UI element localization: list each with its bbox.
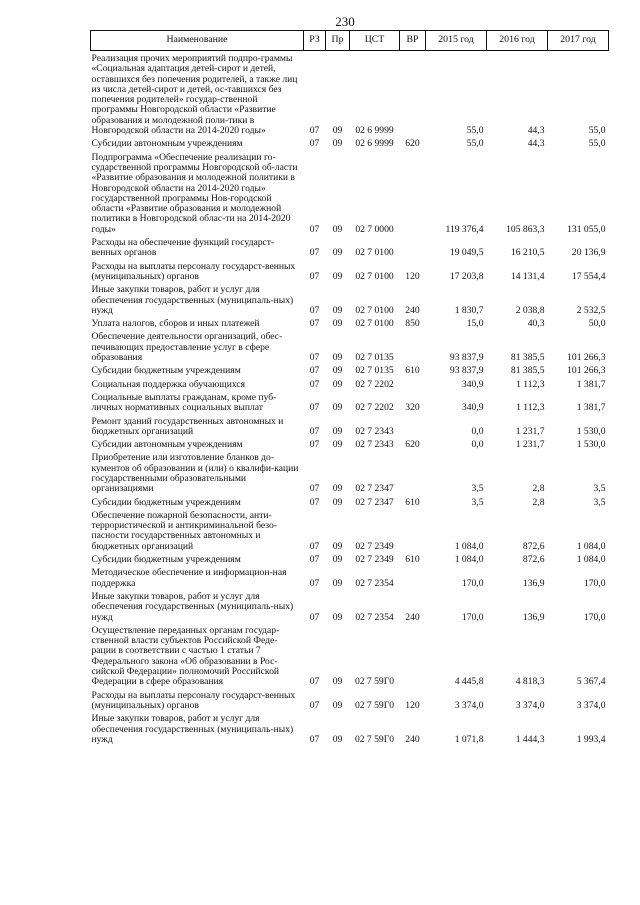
cell-2016: 2 038,8 [515, 304, 545, 316]
cell-2016: 136,9 [522, 577, 545, 589]
cell-2015: 93 837,9 [449, 365, 484, 377]
cell-2015: 55,0 [466, 125, 484, 137]
cell-2017: 50,0 [588, 318, 606, 330]
table-row [91, 552, 609, 565]
cell-2017: 170,0 [583, 577, 606, 589]
cell-2017: 1 381,7 [576, 378, 606, 390]
cell-2015: 4 445,8 [454, 676, 484, 688]
cell-vr: 850 [405, 318, 420, 330]
cell-pr: 09 [332, 577, 343, 589]
table-row [91, 363, 609, 376]
table-row [91, 136, 609, 149]
cell-pr: 09 [332, 676, 343, 688]
header-cst: ЦСТ [350, 31, 400, 51]
cell-cst: 02 7 2343 [355, 425, 394, 437]
cell-cst: 02 6 9999 [355, 125, 394, 137]
cell-2016: 2,8 [532, 483, 545, 495]
cell-rz: 07 [309, 138, 320, 150]
cell-2016: 3 374,0 [515, 699, 545, 711]
table-row [91, 390, 609, 414]
cell-pr: 09 [332, 270, 343, 282]
cell-rz: 07 [309, 365, 320, 377]
cell-vr [400, 329, 426, 363]
cell-rz: 07 [309, 483, 320, 495]
table-row [91, 259, 609, 283]
cell-2015: 340,9 [461, 402, 484, 414]
cell-pr: 09 [332, 554, 343, 566]
cell-vr [400, 51, 426, 137]
cell-cst: 02 7 2354 [355, 611, 394, 623]
cell-name: Методическое обеспечение и информацион-ная поддержка [91, 567, 287, 589]
cell-2015: 1 084,0 [454, 554, 484, 566]
cell-vr: 240 [405, 304, 420, 316]
cell-name: Подпрограмма «Обеспечение реализации го-сударственной программы Новгородской об-ласти «Развитие образования и молодежной политики в Новгородской области на 2014-2020 годы» государственной программы Нов-городской области «Развитие образования и молодежной политики в Новгородской облас-ти на 2014-2020 годы» [91, 151, 298, 235]
header-pr: Пр [326, 31, 350, 51]
cell-2015: 3,5 [471, 496, 484, 508]
cell-rz: 07 [309, 318, 320, 330]
cell-2017: 101 266,3 [567, 365, 606, 377]
cell-name: Ремонт зданий государственных автономных и бюджетных организаций [91, 415, 284, 437]
cell-vr: 120 [405, 699, 420, 711]
cell-rz: 07 [309, 223, 320, 235]
cell-2017: 2 532,5 [576, 304, 606, 316]
cell-name: Обеспечение деятельности организаций, обес-печивающих предоставление услуг в сфере образования [91, 331, 283, 364]
cell-2016: 1 112,3 [516, 378, 545, 390]
cell-name: Субсидии бюджетным учреждениям [91, 365, 241, 377]
header-2017: 2017 год [548, 31, 609, 51]
header-name: Наименование [91, 31, 304, 51]
cell-pr: 09 [332, 425, 343, 437]
cell-rz: 07 [309, 496, 320, 508]
table-body [91, 51, 609, 746]
cell-2015: 340,9 [461, 378, 484, 390]
cell-2015: 15,0 [466, 318, 484, 330]
cell-2017: 1 084,0 [576, 554, 606, 566]
cell-cst: 02 7 2202 [355, 402, 394, 414]
cell-pr: 09 [332, 138, 343, 150]
cell-2015: 170,0 [461, 577, 484, 589]
cell-2016: 1 112,3 [516, 402, 545, 414]
cell-2016: 1 231,7 [515, 439, 545, 451]
cell-2016: 81 385,5 [510, 365, 545, 377]
cell-cst: 02 7 0135 [355, 365, 394, 377]
cell-rz: 07 [309, 378, 320, 390]
table-row [91, 565, 609, 589]
table-row [91, 235, 609, 259]
cell-2015: 0,0 [471, 439, 484, 451]
cell-pr: 09 [332, 496, 343, 508]
cell-cst: 02 7 59Г0 [354, 733, 395, 745]
cell-vr [400, 623, 426, 688]
cell-rz: 07 [309, 439, 320, 451]
cell-2016: 2,8 [532, 496, 545, 508]
cell-pr: 09 [332, 733, 343, 745]
cell-name: Реализация прочих мероприятий подпро-граммы «Социальная адаптация детей-сирот и детей, оставшихся без попечения родителей, а также лиц из числа детей-сирот и детей, ос-тавшихся без попечения родителей» государ-ственной программы Новгородской области «Развитие образования и молодежной поли-тики в Новгородской области на 2014-2020 годы» [91, 53, 298, 137]
cell-2016: 1 444,3 [515, 733, 545, 745]
cell-pr: 09 [332, 378, 343, 390]
cell-rz: 07 [309, 540, 320, 552]
cell-name: Субсидии автономным учреждениям [91, 439, 243, 451]
cell-cst: 02 7 2202 [355, 378, 394, 390]
cell-2015: 3 374,0 [454, 699, 484, 711]
cell-name: Расходы на обеспечение функций государст-венных органов [91, 237, 275, 259]
table-row [91, 316, 609, 329]
cell-name: Осуществление переданных органам государ-ственной власти субъектов Российской Феде-рации в соответствии с частью 1 статьи 7 Федерального закона «Об образовании в Рос-сийской Федерации» полномочий Российской Федерации в сфере образования [91, 624, 280, 688]
cell-rz: 07 [309, 733, 320, 745]
cell-2017: 3,5 [593, 483, 606, 495]
cell-vr [400, 508, 426, 552]
cell-vr: 610 [405, 554, 420, 566]
cell-2016: 44,3 [527, 125, 545, 137]
table-row [91, 623, 609, 688]
cell-rz: 07 [309, 247, 320, 259]
cell-2017: 1 530,0 [576, 425, 606, 437]
cell-2017: 131 055,0 [567, 223, 606, 235]
cell-rz: 07 [309, 699, 320, 711]
cell-2015: 17 203,8 [449, 270, 484, 282]
cell-2017: 1 530,0 [576, 439, 606, 451]
cell-name: Социальные выплаты гражданам, кроме пуб-личных нормативных социальных выплат [91, 391, 277, 414]
cell-name: Уплата налогов, сборов и иных платежей [91, 318, 260, 330]
cell-vr [400, 414, 426, 438]
cell-name: Субсидии бюджетным учреждениям [91, 554, 241, 566]
cell-2017: 55,0 [588, 125, 606, 137]
cell-2015: 170,0 [461, 611, 484, 623]
cell-vr: 320 [405, 402, 420, 414]
cell-rz: 07 [309, 125, 320, 137]
cell-name: Социальная поддержка обучающихся [91, 378, 246, 390]
cell-name: Расходы на выплаты персоналу государст-венных (муниципальных) органов [91, 260, 296, 282]
cell-vr: 240 [405, 733, 420, 745]
cell-rz: 07 [309, 554, 320, 566]
cell-cst: 02 7 2347 [355, 496, 394, 508]
cell-2015: 0,0 [471, 425, 484, 437]
cell-2016: 40,3 [527, 318, 545, 330]
cell-2017: 1 381,7 [576, 402, 606, 414]
cell-rz: 07 [309, 270, 320, 282]
cell-cst: 02 7 59Г0 [354, 699, 395, 711]
cell-2017: 5 367,4 [576, 676, 606, 688]
cell-cst: 02 7 0100 [355, 318, 394, 330]
cell-pr: 09 [332, 365, 343, 377]
page-number: 230 [335, 14, 355, 29]
cell-vr: 120 [405, 270, 420, 282]
cell-vr [400, 565, 426, 589]
table-row [91, 589, 609, 623]
cell-2017: 17 554,4 [571, 270, 606, 282]
cell-vr: 610 [405, 496, 420, 508]
cell-2015: 1 071,8 [454, 733, 484, 745]
cell-2015: 55,0 [466, 138, 484, 150]
table-row [91, 51, 609, 137]
table-row [91, 508, 609, 552]
cell-vr [400, 377, 426, 390]
cell-2015: 1 084,0 [454, 540, 484, 552]
cell-2015: 119 376,4 [445, 223, 484, 235]
table-row [91, 495, 609, 508]
cell-2016: 4 818,3 [515, 676, 545, 688]
cell-2016: 1 231,7 [515, 425, 545, 437]
cell-pr: 09 [332, 304, 343, 316]
cell-2015: 93 837,9 [449, 352, 484, 364]
cell-2017: 20 136,9 [571, 247, 606, 259]
cell-vr: 620 [405, 138, 420, 150]
cell-pr: 09 [332, 611, 343, 623]
cell-cst: 02 7 0100 [355, 270, 394, 282]
cell-rz: 07 [309, 402, 320, 414]
cell-2016: 105 863,3 [506, 223, 545, 235]
cell-pr: 09 [332, 318, 343, 330]
table-row [91, 414, 609, 438]
cell-pr: 09 [332, 483, 343, 495]
table-row [91, 450, 609, 494]
cell-name: Иные закупки товаров, работ и услуг для обеспечения государственных (муниципаль-ных) нужд [91, 590, 294, 623]
header-rz: РЗ [304, 31, 326, 51]
table-row [91, 688, 609, 712]
cell-name: Обеспечение пожарной безопасности, анти-террористической и антикриминальной безо-пасности государственных автономных и бюджетных организаций [91, 509, 277, 552]
table-row [91, 329, 609, 363]
cell-pr: 09 [332, 540, 343, 552]
cell-vr [400, 235, 426, 259]
header-2016: 2016 год [487, 31, 548, 51]
cell-name: Расходы на выплаты персоналу государст-венных (муниципальных) органов [91, 689, 296, 711]
cell-name: Субсидии бюджетным учреждениям [91, 496, 241, 508]
cell-cst: 02 7 2349 [355, 554, 394, 566]
cell-cst: 02 7 0100 [355, 247, 394, 259]
cell-2016: 14 131,4 [510, 270, 545, 282]
budget-table [90, 30, 609, 745]
cell-vr: 610 [405, 365, 420, 377]
cell-cst: 02 7 2349 [355, 540, 394, 552]
table-header [91, 31, 609, 51]
cell-rz: 07 [309, 611, 320, 623]
cell-cst: 02 7 0100 [355, 304, 394, 316]
cell-cst: 02 6 9999 [355, 138, 394, 150]
table-row [91, 711, 609, 745]
cell-name: Субсидии автономным учреждениям [91, 138, 243, 150]
cell-2016: 136,9 [522, 611, 545, 623]
cell-cst: 02 7 2343 [355, 439, 394, 451]
cell-2016: 44,3 [527, 138, 545, 150]
cell-2016: 16 210,5 [510, 247, 545, 259]
cell-2017: 55,0 [588, 138, 606, 150]
cell-2017: 3,5 [593, 496, 606, 508]
cell-pr: 09 [332, 402, 343, 414]
cell-2016: 872,6 [522, 554, 545, 566]
cell-pr: 09 [332, 439, 343, 451]
table-row [91, 437, 609, 450]
cell-2017: 3 374,0 [576, 699, 606, 711]
cell-2017: 1 084,0 [576, 540, 606, 552]
cell-2015: 1 830,7 [454, 304, 484, 316]
cell-2015: 19 049,5 [449, 247, 484, 259]
table-row [91, 150, 609, 235]
cell-cst: 02 7 0000 [355, 223, 394, 235]
header-vr: ВР [400, 31, 426, 51]
cell-pr: 09 [332, 223, 343, 235]
cell-rz: 07 [309, 304, 320, 316]
cell-cst: 02 7 2354 [355, 577, 394, 589]
cell-pr: 09 [332, 247, 343, 259]
table-row [91, 377, 609, 390]
cell-rz: 07 [309, 577, 320, 589]
cell-pr: 09 [332, 125, 343, 137]
cell-2016: 872,6 [522, 540, 545, 552]
cell-vr: 620 [405, 439, 420, 451]
cell-rz: 07 [309, 425, 320, 437]
cell-2017: 170,0 [583, 611, 606, 623]
table-row [91, 282, 609, 316]
cell-2016: 81 385,5 [510, 352, 545, 364]
cell-cst: 02 7 2347 [355, 483, 394, 495]
cell-cst: 02 7 0135 [355, 352, 394, 364]
cell-cst: 02 7 59Г0 [354, 676, 395, 688]
cell-pr: 09 [332, 699, 343, 711]
cell-vr [400, 450, 426, 494]
cell-vr: 240 [405, 611, 420, 623]
cell-name: Иные закупки товаров, работ и услуг для обеспечения государственных (муниципаль-ных) нужд [91, 713, 294, 745]
cell-2017: 101 266,3 [567, 352, 606, 364]
cell-2017: 1 993,4 [576, 733, 606, 745]
cell-rz: 07 [309, 352, 320, 364]
cell-name: Иные закупки товаров, работ и услуг для обеспечения государственных (муниципаль-ных) нужд [91, 284, 294, 316]
cell-name: Приобретение или изготовление бланков до-кументов об образовании и (или) о квалифи-кации государственными образовательными организациями [91, 452, 299, 495]
cell-pr: 09 [332, 352, 343, 364]
cell-rz: 07 [309, 676, 320, 688]
header-2015: 2015 год [426, 31, 487, 51]
cell-vr [400, 150, 426, 235]
cell-2015: 3,5 [471, 483, 484, 495]
